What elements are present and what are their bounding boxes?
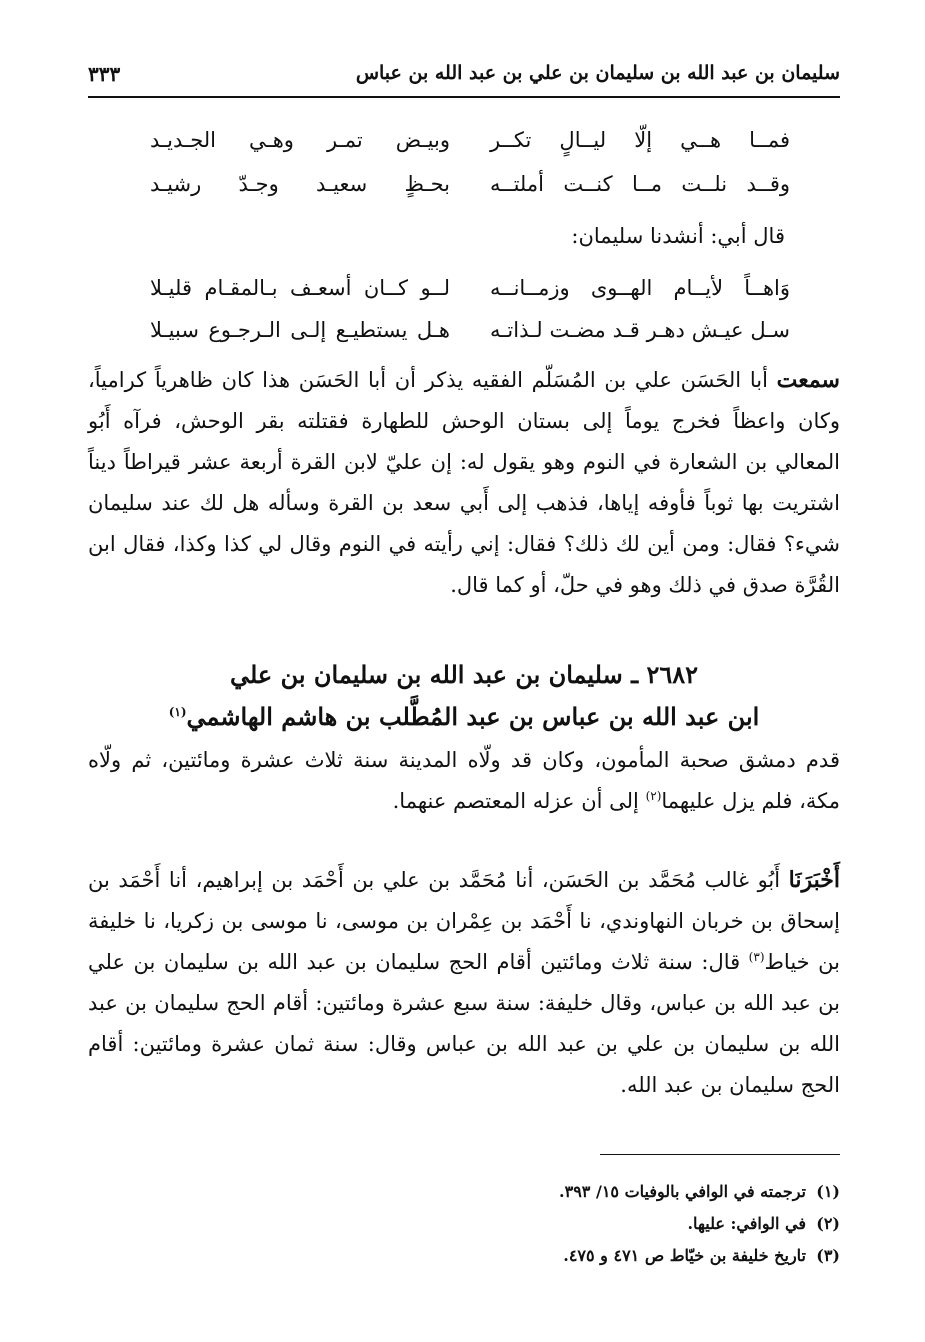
verse-line bbox=[140, 172, 790, 206]
footnote-number: (٣) bbox=[816, 1246, 840, 1265]
footnote-marker: (١) bbox=[168, 705, 187, 719]
body-paragraph bbox=[88, 860, 840, 1106]
verse-second-hemistich: هـل يستطيـع إلـى الـرجـوع سبيـلا bbox=[150, 318, 450, 342]
verse-first-hemistich: وَاهــاً لأيــام الهــوى وزمــانــه bbox=[490, 276, 790, 300]
entry-heading-text: ابن عبد الله بن عباس بن عبد المُطَّلب بن هاشم الهاشمي bbox=[186, 702, 760, 731]
paragraph-text: قال: سنة ثلاث ومائتين أقام الحج سليمان بن عبد الله بن سليمان بن علي بن عبد الله بن عباس، وقال خليفة: سنة سبع عشرة ومائتين: أقام الحج سليمان بن عبد الله بن سليمان بن علي بن عبد الله بن عباس وقال: سنة ثمان عشرة ومائتين: أقام الحج سليمان بن عبد الله. bbox=[88, 950, 840, 1097]
footnote-marker: (٣) bbox=[748, 950, 765, 964]
paragraph-text: قدم دمشق صحبة المأمون، وكان قد ولّاه المدينة سنة ثلاث عشرة ومائتين، ثم ولّاه مكة، فلم يزل عليهما bbox=[88, 748, 840, 813]
running-title: سليمان بن عبد الله بن سليمان بن علي بن عبد الله بن عباس bbox=[355, 62, 840, 84]
verse-second-hemistich: بحـظٍ سعيـد وجـدّ رشيـد bbox=[150, 172, 450, 196]
paragraph-text: أَبُو غالب مُحَمَّد بن الحَسَن، أنا مُحَمَّد بن علي بن أَحْمَد بن إبراهيم، أنا أَحْمَد بن إسحاق بن خربان النهاوندي، نا أَحْمَد بن عِمْران بن موسى، نا موسى بن زكريا، نا خليفة بن خياط bbox=[88, 868, 840, 974]
verse-line bbox=[140, 128, 790, 162]
footnote bbox=[300, 1246, 840, 1265]
paragraph-lead-word: أَخْبَرَنَا bbox=[788, 867, 840, 893]
footnote bbox=[300, 1182, 840, 1201]
footnote-text: ترجمته في الوافي بالوفيات ١٥/ ٣٩٣. bbox=[559, 1182, 806, 1201]
poem-intro: قال أبي: أنشدنا سليمان: bbox=[571, 224, 785, 248]
paragraph-text: أبا الحَسَن علي بن المُسَلّم الفقيه يذكر أن أبا الحَسَن هذا كان ظاهرياً كرامياً، وكان واعظاً فخرج يوماً إلى بستان الوحش للطهارة فقتلته بقر الوحش، فرآه أَبُو المعالي بن الشعارة في النوم وهو يقول له: إن عليّ لابن القرة أربعة عشر قيراطاً ديناً اشتريت بها ثوباً فأوفه إياها، فذهب إلى أَبي سعد بن القرة وسأله هل لك عند سليمان شيء؟ فقال: ومن أين لك ذلك؟ فقال: إني رأيته في النوم وقال لي كذا وكذا، فقال ابن القُرَّة صدق في ذلك وهو في حلّ، أو كما قال. bbox=[88, 368, 840, 597]
verse-second-hemistich: لــو كــان أسعـف بـالمقـام قليـلا bbox=[150, 276, 450, 300]
verse-first-hemistich: وقــد نلــت مــا كنــت أملتــه bbox=[490, 172, 790, 196]
footnote-divider bbox=[600, 1154, 840, 1155]
entry-heading-line1: ٢٦٨٢ ـ سليمان بن عبد الله بن سليمان بن علي bbox=[229, 660, 699, 689]
verse-line bbox=[140, 318, 790, 352]
footnote-number: (٢) bbox=[816, 1214, 840, 1233]
entry-heading-line2 bbox=[88, 702, 840, 731]
verse-first-hemistich: سـل عيـش دهـر قـد مضـت لـذاتـه bbox=[490, 318, 790, 342]
header-divider bbox=[88, 96, 840, 98]
body-paragraph bbox=[88, 740, 840, 822]
paragraph-lead-word: سمعت bbox=[776, 367, 840, 393]
footnote-text: في الوافي: عليها. bbox=[687, 1214, 806, 1233]
footnote-number: (١) bbox=[816, 1182, 840, 1201]
body-paragraph bbox=[88, 360, 840, 606]
paragraph-text: إلى أن عزله المعتصم عنهما. bbox=[392, 789, 646, 813]
verse-first-hemistich: فمــا هــي إلّا ليــالٍ تكــر bbox=[490, 128, 790, 152]
verse-line bbox=[140, 276, 790, 310]
running-header bbox=[88, 58, 840, 98]
footnote bbox=[300, 1214, 840, 1233]
footnote-text: تاريخ خليفة بن خيّاط ص ٤٧١ و ٤٧٥. bbox=[563, 1246, 806, 1265]
footnote-marker: (٢) bbox=[645, 789, 662, 803]
verse-second-hemistich: وبيـض تمـر وهـي الجـديـد bbox=[150, 128, 450, 152]
page-number: ٣٣٣ bbox=[88, 62, 121, 86]
